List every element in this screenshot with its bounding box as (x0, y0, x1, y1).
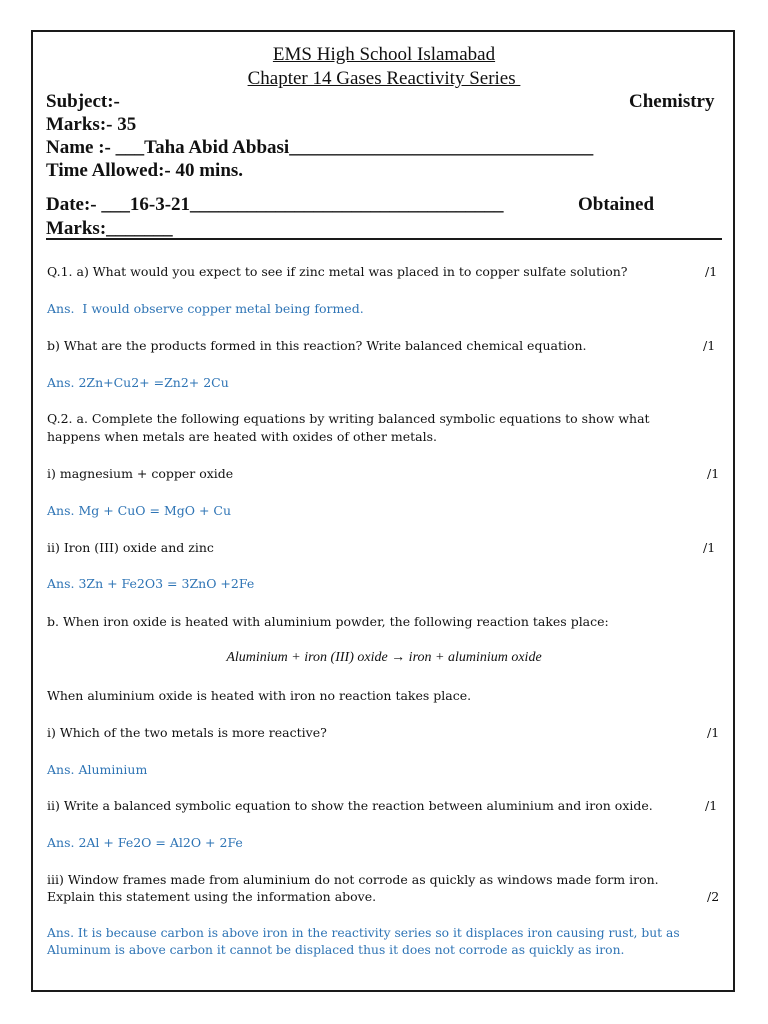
question-1b-marks: /1 (703, 338, 716, 353)
question-2b: b. When iron oxide is heated with aluminium powder, the following reaction takes place: (47, 614, 609, 629)
question-2b-ii: ii) Write a balanced symbolic equation to show the reaction between aluminium and iron oxide. (47, 798, 653, 813)
question-2b-ii-marks: /1 (705, 798, 718, 813)
header-divider (46, 238, 722, 240)
exam-date: Date:- ___16-3-21_________________________________ (46, 194, 504, 215)
question-2a-line2: happens when metals are heated with oxides of other metals. (47, 429, 438, 444)
school-title: EMS High School Islamabad (272, 44, 496, 65)
question-2a-i: i) magnesium + copper oxide (47, 466, 234, 481)
answer-2b-i: Ans. Aluminium (47, 762, 148, 777)
obtained-marks: Marks:_______ (46, 218, 173, 239)
subject-label: Subject:- (46, 91, 120, 112)
question-1a-marks: /1 (705, 264, 718, 279)
obtained-label: Obtained (578, 194, 655, 215)
answer-2a-ii: Ans. 3Zn + Fe2O3 = 3ZnO +2Fe (47, 576, 255, 591)
answer-2a-i: Ans. Mg + CuO = MgO + Cu (47, 503, 232, 518)
question-2b-iii-line1: iii) Window frames made from aluminium do not corrode as quickly as windows made form iron. (47, 872, 659, 887)
question-2b-note: When aluminium oxide is heated with iron no reaction takes place. (47, 688, 472, 703)
question-2b-iii-marks: /2 (707, 889, 720, 904)
question-2b-iii-line2: Explain this statement using the information above. (47, 889, 377, 904)
question-2b-i-marks: /1 (707, 725, 720, 740)
chapter-title: Chapter 14 Gases Reactivity Series (247, 68, 521, 89)
reaction-equation: Aluminium + iron (III) oxide → iron + aluminium oxide (226, 650, 542, 665)
question-2a-i-marks: /1 (707, 466, 720, 481)
question-1a: Q.1. a) What would you expect to see if zinc metal was placed in to copper sulfate solution? (47, 264, 628, 279)
answer-2b-iii-line1: Ans. It is because carbon is above iron in the reactivity series so it displaces iron causing rust, but as (47, 926, 680, 940)
answer-1b: Ans. 2Zn+Cu2+ =Zn2+ 2Cu (47, 375, 229, 390)
answer-1a: Ans. I would observe copper metal being formed. (47, 301, 364, 316)
time-allowed: Time Allowed:- 40 mins. (46, 160, 244, 181)
question-2a-ii-marks: /1 (703, 540, 716, 555)
question-1b: b) What are the products formed in this reaction? Write balanced chemical equation. (47, 338, 587, 353)
answer-2b-iii-line2: Aluminum is above carbon it cannot be displaced thus it does not corrode as quickly as iron. (47, 943, 625, 957)
question-2b-i: i) Which of the two metals is more reactive? (47, 725, 327, 740)
subject-value: Chemistry (629, 91, 715, 112)
answer-2b-ii: Ans. 2Al + Fe2O = Al2O + 2Fe (47, 835, 243, 850)
question-2a-line1: Q.2. a. Complete the following equations by writing balanced symbolic equations to show what (47, 411, 650, 426)
total-marks: Marks:- 35 (46, 114, 137, 135)
student-name: Name :- ___Taha Abid Abbasi________________________________ (46, 137, 594, 158)
question-2a-ii: ii) Iron (III) oxide and zinc (47, 540, 214, 555)
